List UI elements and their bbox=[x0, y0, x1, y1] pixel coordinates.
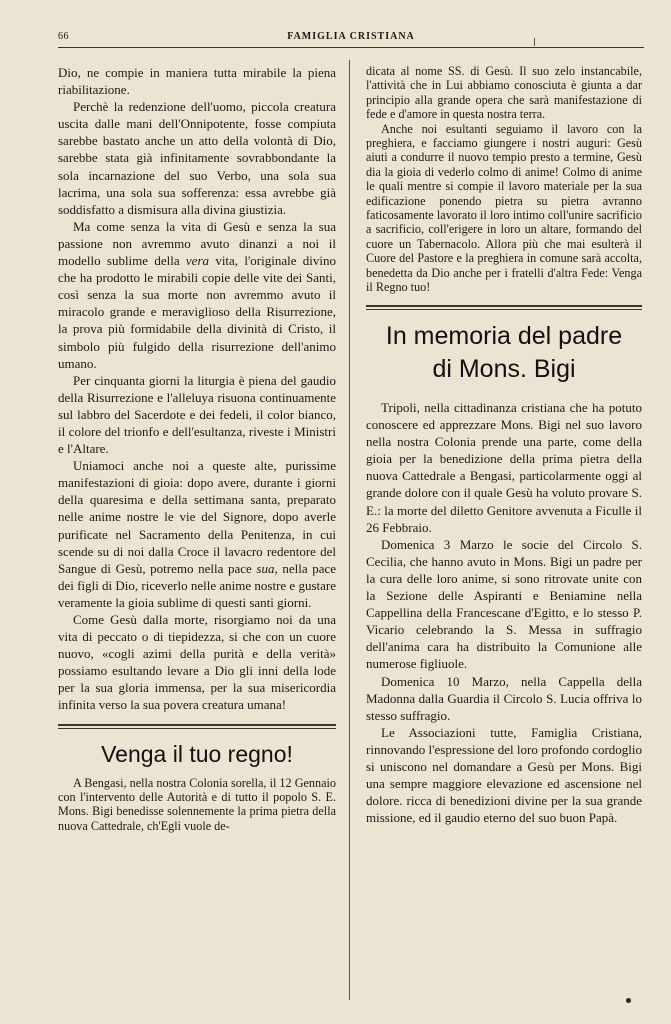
paragraph: Domenica 10 Marzo, nella Cappella della Madonna dalla Guardia il Circolo S. Lucia offriva lo stesso suffragio. bbox=[366, 673, 642, 723]
paragraph-text: vita, l'originale divino che ha prodotto le mirabili copie delle vite dei Santi, così senza la sua morte non avremmo avuto il miracolo grande e meraviglioso della Risurrezione, la prova più formidabile della divinità di Cristo, il simbolo più fulgido della risurrezione dell'animo umano. bbox=[58, 253, 337, 371]
paragraph: Perchè la redenzione dell'uomo, piccola creatura uscita dalle mani dell'Onnipotente, fosse compiuta sarebbe bastato anche un atto della volontà di Dio, sarebbe stata già infinitamente sovrabbondante la sola incarnazione del suo Verbo, una sola sua lacrima, una sola sua sofferenza: essa avrebbe già soddisfatto a dismisura alla divina giustizia. bbox=[58, 99, 336, 217]
article-headline: Venga il tuo regno! bbox=[101, 740, 293, 767]
paragraph bbox=[58, 457, 336, 611]
column-divider bbox=[349, 60, 350, 1000]
headline-line: In memoria del padre bbox=[385, 321, 623, 350]
paragraph: Per cinquanta giorni la liturgia è piena del gaudio della Risurrezione e l'alleluya risuona continuamente sul labbro del Sacerdote e dei fedeli, il color bianco, il colore del trionfo e dell'esultanza, riveste i Ministri e l'Altare. bbox=[58, 372, 336, 457]
article-headline bbox=[366, 320, 642, 388]
paragraph-text: , nella pace dei figli di Dio, riceverlo nelle anime nostre e gustare veramente la gioia sublime di questi santi giorni. bbox=[58, 560, 337, 610]
italic-word: sua bbox=[256, 560, 275, 576]
headline-line: di Mons. Bigi bbox=[432, 355, 576, 384]
paragraph: dicata al nome SS. di Gesù. Il suo zelo instancabile, l'attività che in Lui abbiamo conosciuta è giunta a dar principio alla grande opera che sarà manifestazione di fede e d'amore in questa nostra terra. bbox=[366, 64, 642, 122]
page-header bbox=[58, 31, 644, 47]
header-tick bbox=[534, 38, 535, 46]
paragraph bbox=[58, 218, 336, 372]
article-paragraph: A Bengasi, nella nostra Colonia sorella, il 12 Gennaio con l'intervento delle Autorità e di tutto il popolo S. E. Mons. Bigi benedisse solennemente la prima pietra della nuova Cattedrale, ch'Egli vuole de- bbox=[58, 775, 336, 833]
paragraph: Le Associazioni tutte, Famiglia Cristiana, rinnovando l'espressione del loro profondo cordoglio si uniscono nel domandare a Gesù per Mons. Bigi una sempre maggiore elevazione ed ascensione nel dolore. ricca di benedizioni divine per la sua grande missione, ed il gaudio eterno del suo buon Papà. bbox=[366, 724, 642, 826]
header-rule bbox=[58, 47, 644, 48]
left-column bbox=[58, 64, 336, 833]
paragraph-text: Ma come senza la vita di Gesù e senza la sua passione non avremmo avuto dinanzi a noi il modello sublime della bbox=[58, 218, 336, 269]
paragraph-text: Uniamoci anche noi a queste alte, purissime manifestazioni di gioia: dopo avere, durante i giorni della quaresima e della settimana santa, preparato nelle anime nostre le vie del Signore, dopo averle purificate nel Sacramento della Penitenza, in cui scende su di noi dalla Croce il lavacro redentore del Sangue di Gesù, potremo nella pace bbox=[58, 458, 336, 576]
paragraph: Come Gesù dalla morte, risorgiamo noi da una vita di peccato o di tiepidezza, si che con un cuore nuovo, «cogli azimi della purità e della verità» possiamo esultando levare a Dio gli inni della lode per la sua gloria immensa, per la sua misericordia infinita verso la sua povera creatura umana! bbox=[58, 612, 336, 713]
italic-word: vera bbox=[185, 253, 210, 269]
paragraph: Tripoli, nella cittadinanza cristiana che ha potuto conoscere ed apprezzare Mons. Bigi nel suo lavoro nella nostra Colonia prende una parte, come della gioia per la benedizione della prima pietra della nuova Cattedrale a Bengasi, particolarmente oggi al grande dolore con il quale Gesù ha voluto provare S. E.: la morte del diletto Genitore avvenuta a Ficulle il 26 Febbraio. bbox=[366, 400, 642, 535]
section-separator bbox=[58, 724, 336, 729]
paragraph: Dio, ne compie in maniera tutta mirabile la piena riabilitazione. bbox=[58, 65, 336, 98]
page-number: 66 bbox=[58, 31, 69, 42]
paragraph: Anche noi esultanti seguiamo il lavoro con la preghiera, e facciamo giungere i nostri auguri: Gesù aiuti a condurre il nuovo tempio presto a termine, Gesù dia la gioia di vederlo colmo di anime! Colmo di anime le quali mentre si compie il lavoro materiale per la sua edificazione ponendo pietra su pietra avranno faticosamente lavorato il loro intimo coll'unire sacrificio a sacrificio, coll'erigere in loro un altare, formando del cuore un Tabernacolo. Allora più che mai esulterà il Cuore del Pastore e la preghiera in comune sarà accolta, benedetta da Dio anche per i fratelli d'altra Fede: Venga il Regno tuo! bbox=[366, 121, 642, 295]
paragraph: Domenica 3 Marzo le socie del Circolo S. Cecilia, che hanno avuto in Mons. Bigi un padre per la cura delle loro anime, si sono ritrovate unite con la Sezione delle Aspiranti e Beniamine nella Cappellina della Francescane d'Egitto, e lo stesso P. Vicario celebrando la S. Messa in suffragio dell'anima cara ha distribuito la Comunione alle numerose figliuole. bbox=[366, 536, 642, 672]
ink-dot bbox=[626, 998, 631, 1003]
publication-title: FAMIGLIA CRISTIANA bbox=[287, 31, 415, 42]
right-column bbox=[366, 64, 642, 826]
section-separator bbox=[366, 305, 642, 310]
